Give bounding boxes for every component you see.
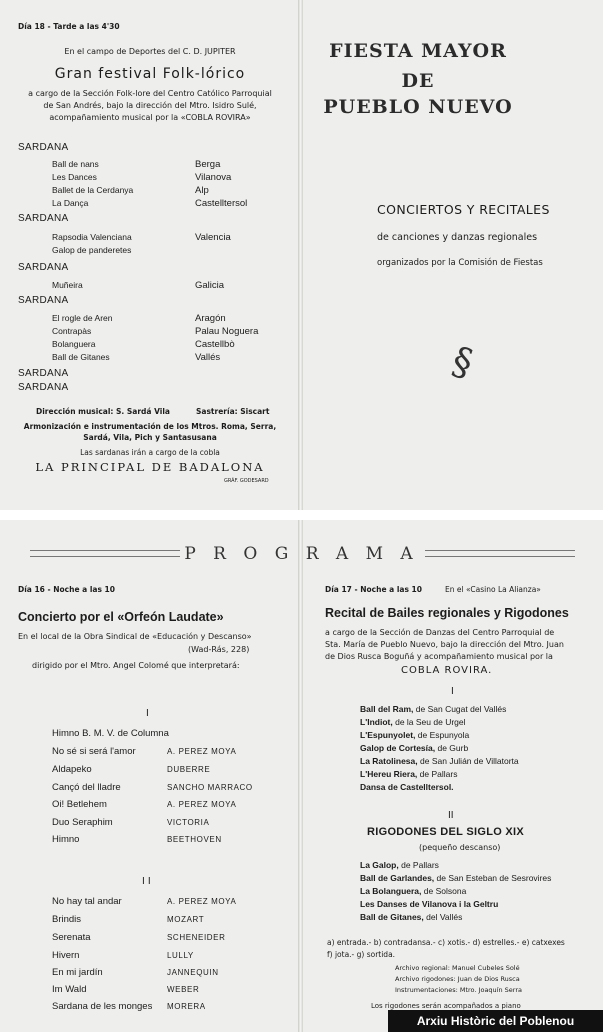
day18-arrangement-2: Sardá, Vila, Pich y Santasusana bbox=[83, 433, 217, 442]
sardana-label: SARDANA bbox=[18, 295, 69, 306]
part-label: I bbox=[451, 686, 454, 697]
dance-item bbox=[360, 730, 469, 740]
song-composer: A. PEREZ MOYA bbox=[167, 897, 237, 906]
dance-origin: Castellbò bbox=[195, 339, 235, 350]
dance-origin: Alp bbox=[195, 185, 209, 196]
song-composer: BEETHOVEN bbox=[167, 835, 222, 844]
song-composer: DUBERRE bbox=[167, 765, 211, 774]
dance-name: Ball del Ram, bbox=[360, 704, 414, 714]
day17-cobla: COBLA ROVIRA. bbox=[401, 665, 493, 676]
day17-desc-3: de Dios Rusca Boguñá y acompañamiento musical por la bbox=[325, 652, 553, 661]
song-composer: SCHENEIDER bbox=[167, 933, 226, 942]
dance-item bbox=[360, 873, 551, 883]
dance-item bbox=[360, 769, 457, 779]
song-composer: VICTORIA bbox=[167, 818, 210, 827]
dance-origin: de la Seu de Urgel bbox=[395, 717, 466, 727]
dance-item bbox=[360, 717, 466, 727]
day16-address: (Wad-Rás, 228) bbox=[188, 645, 250, 654]
dance-name: Ball de nans bbox=[52, 159, 99, 169]
day17-title: Recital de Bailes regionales y Rigodones bbox=[325, 606, 569, 620]
day16-header: Día 16 - Noche a las 10 bbox=[18, 585, 115, 594]
dance-item bbox=[360, 860, 439, 870]
closing-note: Los rigodones serán acompañados a piano bbox=[371, 1002, 521, 1010]
dance-name: Ballet de la Cerdanya bbox=[52, 185, 134, 195]
archive-credit-label: Arxiu Històric del Poblenou bbox=[388, 1010, 603, 1032]
song-title: Cançó del lladre bbox=[52, 782, 121, 793]
cover-line-2: de canciones y danzas regionales bbox=[377, 232, 538, 243]
figures-line-1: a) entrada.- b) contradansa.- c) xotis.- d) estrelles.- e) catxexes bbox=[327, 938, 565, 947]
dance-item bbox=[360, 756, 519, 766]
day17-panel bbox=[303, 520, 603, 1032]
day18-desc-3: acompañamiento musical por la «COBLA ROVIRA» bbox=[49, 113, 251, 122]
song-title: Im Wald bbox=[52, 984, 87, 995]
day17-desc-1: a cargo de la Sección de Danzas del Centro Parroquial de bbox=[325, 628, 555, 637]
dance-name: L'Indiot, bbox=[360, 717, 393, 727]
dance-name: El rogle de Aren bbox=[52, 313, 113, 323]
dance-origin: Galicia bbox=[195, 280, 225, 291]
sardana-label: SARDANA bbox=[18, 262, 69, 273]
song-title: No hay tal andar bbox=[52, 896, 122, 907]
day18-cobla: LA PRINCIPAL DE BADALONA bbox=[35, 460, 265, 474]
cover-title-line-2: DE bbox=[401, 70, 435, 92]
dance-name: La Bolanguera, bbox=[360, 886, 422, 896]
cover-panel bbox=[303, 0, 603, 510]
dance-name: Ball de Gitanes, bbox=[360, 912, 424, 922]
day18-header: Día 18 - Tarde a las 4'30 bbox=[18, 22, 120, 31]
dance-origin: de Espunyola bbox=[417, 730, 470, 740]
instrumentation: Instrumentaciones: Mtro. Joaquín Serra bbox=[395, 986, 522, 994]
dance-name: Les Dances bbox=[52, 172, 97, 182]
dance-name: Dansa de Castelltersol. bbox=[360, 782, 454, 792]
song-composer: MORERA bbox=[167, 1002, 206, 1011]
dance-origin: de San Julián de Villatorta bbox=[420, 756, 519, 766]
dance-origin: Berga bbox=[195, 159, 221, 170]
day18-desc-1: a cargo de la Sección Folk-lore del Centro Católico Parroquial bbox=[28, 89, 272, 98]
dance-name: Les Danses de Vilanova i la Geltru bbox=[360, 899, 499, 909]
archive-rigodones: Archivo rigodones: Juan de Dios Rusca bbox=[395, 975, 520, 983]
day18-tailor: Sastrería: Siscart bbox=[196, 407, 270, 416]
day16-title: Concierto por el «Orfeón Laudate» bbox=[18, 610, 224, 624]
song-composer: WEBER bbox=[167, 985, 200, 994]
dance-name: La Galop, bbox=[360, 860, 399, 870]
dance-name: Rapsodia Valenciana bbox=[52, 232, 132, 242]
dance-origin: Valencia bbox=[195, 232, 231, 243]
dance-name: La Ratolinesa, bbox=[360, 756, 418, 766]
dance-name: L'Hereu Riera, bbox=[360, 769, 418, 779]
day16-conductor: dirigido por el Mtro. Angel Colomé que interpretará: bbox=[32, 661, 240, 670]
sardana-label: SARDANA bbox=[18, 382, 69, 393]
song-title: Himno B. M. V. de Columna bbox=[52, 728, 169, 739]
ornament-icon: § bbox=[446, 338, 479, 386]
day17-desc-2: Sta. María de Pueblo Nuevo, bajo la dirección del Mtro. Juan bbox=[325, 640, 564, 649]
dance-item bbox=[360, 743, 468, 753]
day16-panel bbox=[0, 520, 298, 1032]
dance-origin: de San Esteban de Sesrovires bbox=[436, 873, 552, 883]
archive-regional: Archivo regional: Manuel Cubeles Solé bbox=[395, 964, 520, 972]
dance-origin: de Solsona bbox=[423, 886, 467, 896]
day18-note: Las sardanas irán a cargo de la cobla bbox=[80, 448, 220, 457]
dance-name: Muñeira bbox=[52, 280, 83, 290]
dance-origin: de Pallars bbox=[401, 860, 439, 870]
dance-name: Contrapàs bbox=[52, 326, 92, 336]
dance-item bbox=[360, 782, 454, 792]
song-composer: LULLY bbox=[167, 951, 194, 960]
dance-origin: Vallés bbox=[195, 352, 221, 363]
song-composer: A. PEREZ MOYA bbox=[167, 747, 237, 756]
day17-venue: En el «Casino La Alianza» bbox=[445, 585, 541, 594]
song-title: Oi! Betlehem bbox=[52, 799, 107, 810]
song-title: Hivern bbox=[52, 950, 80, 961]
day18-arrangement-1: Armonización e instrumentación de los Mtros. Roma, Serra, bbox=[23, 422, 277, 431]
day17-header: Día 17 - Noche a las 10 bbox=[325, 585, 422, 594]
part-label: II bbox=[448, 810, 454, 821]
day16-venue: En el local de la Obra Sindical de «Educación y Descanso» bbox=[18, 632, 252, 641]
dance-name: Ball de Gitanes bbox=[52, 352, 110, 362]
day18-title: Gran festival Folk-lórico bbox=[54, 66, 246, 82]
dance-origin: Palau Noguera bbox=[195, 326, 259, 337]
part-label: I I bbox=[142, 876, 151, 887]
bottom-sheet bbox=[0, 520, 603, 1032]
cover-title-line-1: FIESTA MAYOR bbox=[329, 40, 507, 62]
cover-line-3: organizados por la Comisión de Fiestas bbox=[377, 258, 543, 268]
sardana-label: SARDANA bbox=[18, 213, 69, 224]
song-composer: A. PEREZ MOYA bbox=[167, 800, 237, 809]
dance-name: Galop de Cortesía, bbox=[360, 743, 436, 753]
dance-origin: de Pallars bbox=[419, 769, 458, 779]
dance-item bbox=[360, 912, 462, 922]
dance-item bbox=[360, 704, 506, 714]
part-label: I bbox=[146, 708, 149, 719]
figures-line-2: f) jota.- g) sortida. bbox=[327, 950, 396, 959]
top-sheet bbox=[0, 0, 603, 510]
song-title: Brindis bbox=[52, 914, 82, 925]
day18-venue: En el campo de Deportes del C. D. JUPITER bbox=[64, 47, 236, 56]
song-title: Serenata bbox=[52, 932, 91, 943]
day18-desc-2: de San Andrés, bajo la dirección del Mtro. Isidro Sulé, bbox=[43, 101, 257, 110]
day18-panel bbox=[0, 0, 298, 510]
dance-origin: de San Cugat del Vallés bbox=[415, 704, 507, 714]
song-title: Duo Seraphim bbox=[52, 817, 113, 828]
rigodones-title: RIGODONES DEL SIGLO XIX bbox=[367, 826, 525, 838]
song-composer: MOZART bbox=[167, 915, 205, 924]
printer-mark: GRÁF. GODESARD bbox=[224, 478, 269, 484]
song-title: En mi jardín bbox=[52, 967, 103, 978]
song-composer: SANCHO MARRACO bbox=[167, 783, 253, 792]
dance-name: Galop de panderetes bbox=[52, 245, 132, 255]
dance-item bbox=[360, 886, 466, 896]
cover-title-line-3: PUEBLO NUEVO bbox=[323, 96, 513, 118]
sardana-label: SARDANA bbox=[18, 142, 69, 153]
day18-direction: Dirección musical: S. Sardá Vila bbox=[36, 407, 170, 416]
cover-subtitle: CONCIERTOS Y RECITALES bbox=[377, 202, 550, 217]
programa-heading: P R O G R A M A bbox=[184, 544, 419, 564]
dance-origin: del Vallés bbox=[426, 912, 463, 922]
dance-name: L'Espunyolet, bbox=[360, 730, 416, 740]
dance-origin: Vilanova bbox=[195, 172, 232, 183]
sardana-label: SARDANA bbox=[18, 368, 69, 379]
dance-origin: Aragón bbox=[195, 313, 226, 324]
dance-name: Bolanguera bbox=[52, 339, 96, 349]
dance-item bbox=[360, 899, 498, 909]
song-title: No sé si será l'amor bbox=[52, 746, 136, 757]
rigodones-subtitle: (pequeño descanso) bbox=[419, 843, 501, 852]
dance-name: Ball de Garlandes, bbox=[360, 873, 435, 883]
song-title: Sardana de les monges bbox=[52, 1001, 153, 1012]
dance-name: La Dança bbox=[52, 198, 89, 208]
song-composer: JANNEQUIN bbox=[167, 968, 219, 977]
dance-origin: de Gurb bbox=[437, 743, 469, 753]
dance-origin: Castelltersol bbox=[195, 198, 248, 209]
song-title: Aldapeko bbox=[52, 764, 92, 775]
song-title: Himno bbox=[52, 834, 80, 845]
